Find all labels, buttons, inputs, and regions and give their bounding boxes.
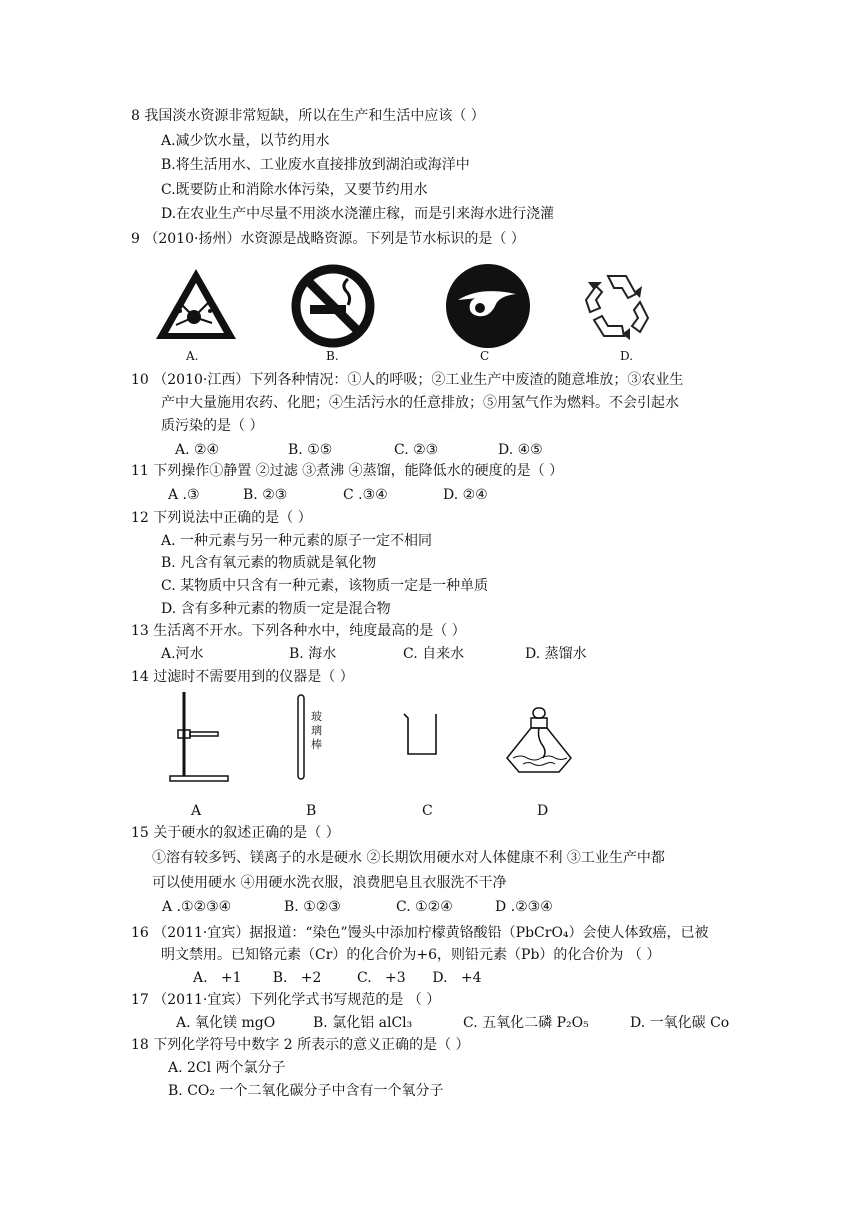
glass-rod-icon <box>296 694 306 780</box>
q9-caption-d: D. <box>620 349 634 363</box>
q8-option-d: D.在农业生产中尽量不用淡水浇灌庄稼，而是引来海水进行浇灌 <box>161 206 555 222</box>
q10-option-a: A. ②④ <box>175 442 220 458</box>
q17-stem: 17 （2011·宜宾）下列化学式书写规范的是 （ ） <box>131 992 441 1008</box>
q8-option-b: B.将生活用水、工业废水直接排放到湖泊或海洋中 <box>161 157 470 173</box>
q10-stem-line1: 10 （2010·江西）下列各种情况：①人的呼吸；②工业生产中废渣的随意堆放；③农业生 <box>131 372 684 388</box>
water-saving-icon <box>444 262 532 350</box>
q17-option-c: C. 五氧化二磷 P₂O₅ <box>463 1015 589 1031</box>
q17-option-b: B. 氯化铝 alCl₃ <box>313 1015 413 1031</box>
q14-label-b: B <box>306 803 317 819</box>
glass-rod-label: 玻璃棒 <box>311 710 322 751</box>
q17-option-a: A. 氧化镁 mgO <box>176 1015 276 1031</box>
q14-label-a: A <box>191 803 202 819</box>
q14-stem: 14 过滤时不需要用到的仪器是（ ） <box>131 669 354 685</box>
q9-caption-c: C <box>480 349 490 363</box>
q11-stem: 11 下列操作①静置 ②过滤 ③煮沸 ④蒸馏，能降低水的硬度的是（ ） <box>131 463 564 479</box>
q18-option-b: B. CO₂ 一个二氧化碳分子中含有一个氧分子 <box>168 1083 444 1099</box>
q13-option-c: C. 自来水 <box>403 646 465 662</box>
q11-option-a: A .③ <box>168 487 200 503</box>
q13-option-b: B. 海水 <box>289 646 337 662</box>
q10-option-b: B. ①⑤ <box>288 442 333 458</box>
q13-stem: 13 生活离不开水。下列各种水中，纯度最高的是（ ） <box>131 623 466 639</box>
q10-option-d: D. ④⑤ <box>498 442 543 458</box>
q16-stem-line2: 明文禁用。已知铬元素（Cr）的化合价为+6，则铅元素（Pb）的化合价为 （ ） <box>161 947 661 963</box>
q18-stem: 18 下列化学符号中数字 2 所表示的意义正确的是（ ） <box>131 1037 470 1053</box>
q12-stem: 12 下列说法中正确的是（ ） <box>131 510 312 526</box>
q10-option-c: C. ②③ <box>394 442 439 458</box>
q16-options: A. +1 B. +2 C. +3 D. +4 <box>193 970 482 986</box>
q12-option-c: C. 某物质中只含有一种元素，该物质一定是一种单质 <box>161 578 489 594</box>
q12-option-d: D. 含有多种元素的物质一定是混合物 <box>161 601 391 617</box>
q11-option-c: C .③④ <box>343 487 388 503</box>
no-smoking-icon <box>290 263 376 349</box>
beaker-icon <box>400 712 442 758</box>
q11-option-d: D. ②④ <box>443 487 488 503</box>
q8-option-c: C.既要防止和消除水体污染，又要节约用水 <box>161 182 428 198</box>
q18-option-a: A. 2Cl 两个氯分子 <box>168 1060 286 1076</box>
q17-option-d: D. 一氧化碳 Co <box>630 1015 730 1031</box>
q11-option-b: B. ②③ <box>243 487 288 503</box>
q10-stem-line2: 产中大量施用农药、化肥；④生活污水的任意排放；⑤用氢气作为燃料。不会引起水 <box>161 395 679 411</box>
q10-stem-line3: 质污染的是（ ） <box>161 418 264 434</box>
explosive-warning-icon <box>152 265 240 345</box>
q9-caption-a: A. <box>186 349 199 363</box>
q9-caption-b: B. <box>326 349 339 363</box>
q8-option-a: A.减少饮水量，以节约用水 <box>161 133 330 149</box>
q15-option-c: C. ①②④ <box>396 899 453 915</box>
q15-statement-line1: ①溶有较多钙、镁离子的水是硬水 ②长期饮用硬水对人体健康不利 ③工业生产中都 <box>152 850 665 866</box>
iron-stand-icon <box>168 690 230 784</box>
q15-option-b: B. ①②③ <box>284 899 341 915</box>
q16-stem-line1: 16 （2011·宜宾）据报道：“染色”馒头中添加柠檬黄铬酸铅（PbCrO₄）会使人体致癌，已被 <box>131 925 709 941</box>
q8-stem: 8 我国淡水资源非常短缺，所以在生产和生活中应该（ ） <box>131 108 485 124</box>
q13-option-a: A.河水 <box>161 646 204 662</box>
q15-stem: 15 关于硬水的叙述正确的是（ ） <box>131 825 340 841</box>
q14-label-d: D <box>537 803 549 819</box>
q15-option-a: A .①②③④ <box>162 899 232 915</box>
q14-label-c: C <box>422 803 433 819</box>
recycle-icon <box>578 266 658 346</box>
alcohol-lamp-icon <box>503 706 575 776</box>
q12-option-a: A. 一种元素与另一种元素的原子一定不相同 <box>161 533 433 549</box>
q15-option-d: D .②③④ <box>495 899 553 915</box>
q9-stem: 9 （2010·扬州）水资源是战略资源。下列是节水标识的是（ ） <box>131 231 525 247</box>
q15-statement-line2: 可以使用硬水 ④用硬水洗衣服，浪费肥皂且衣服洗不干净 <box>152 875 507 891</box>
q13-option-d: D. 蒸馏水 <box>525 646 587 662</box>
q12-option-b: B. 凡含有氧元素的物质就是氧化物 <box>161 555 377 571</box>
